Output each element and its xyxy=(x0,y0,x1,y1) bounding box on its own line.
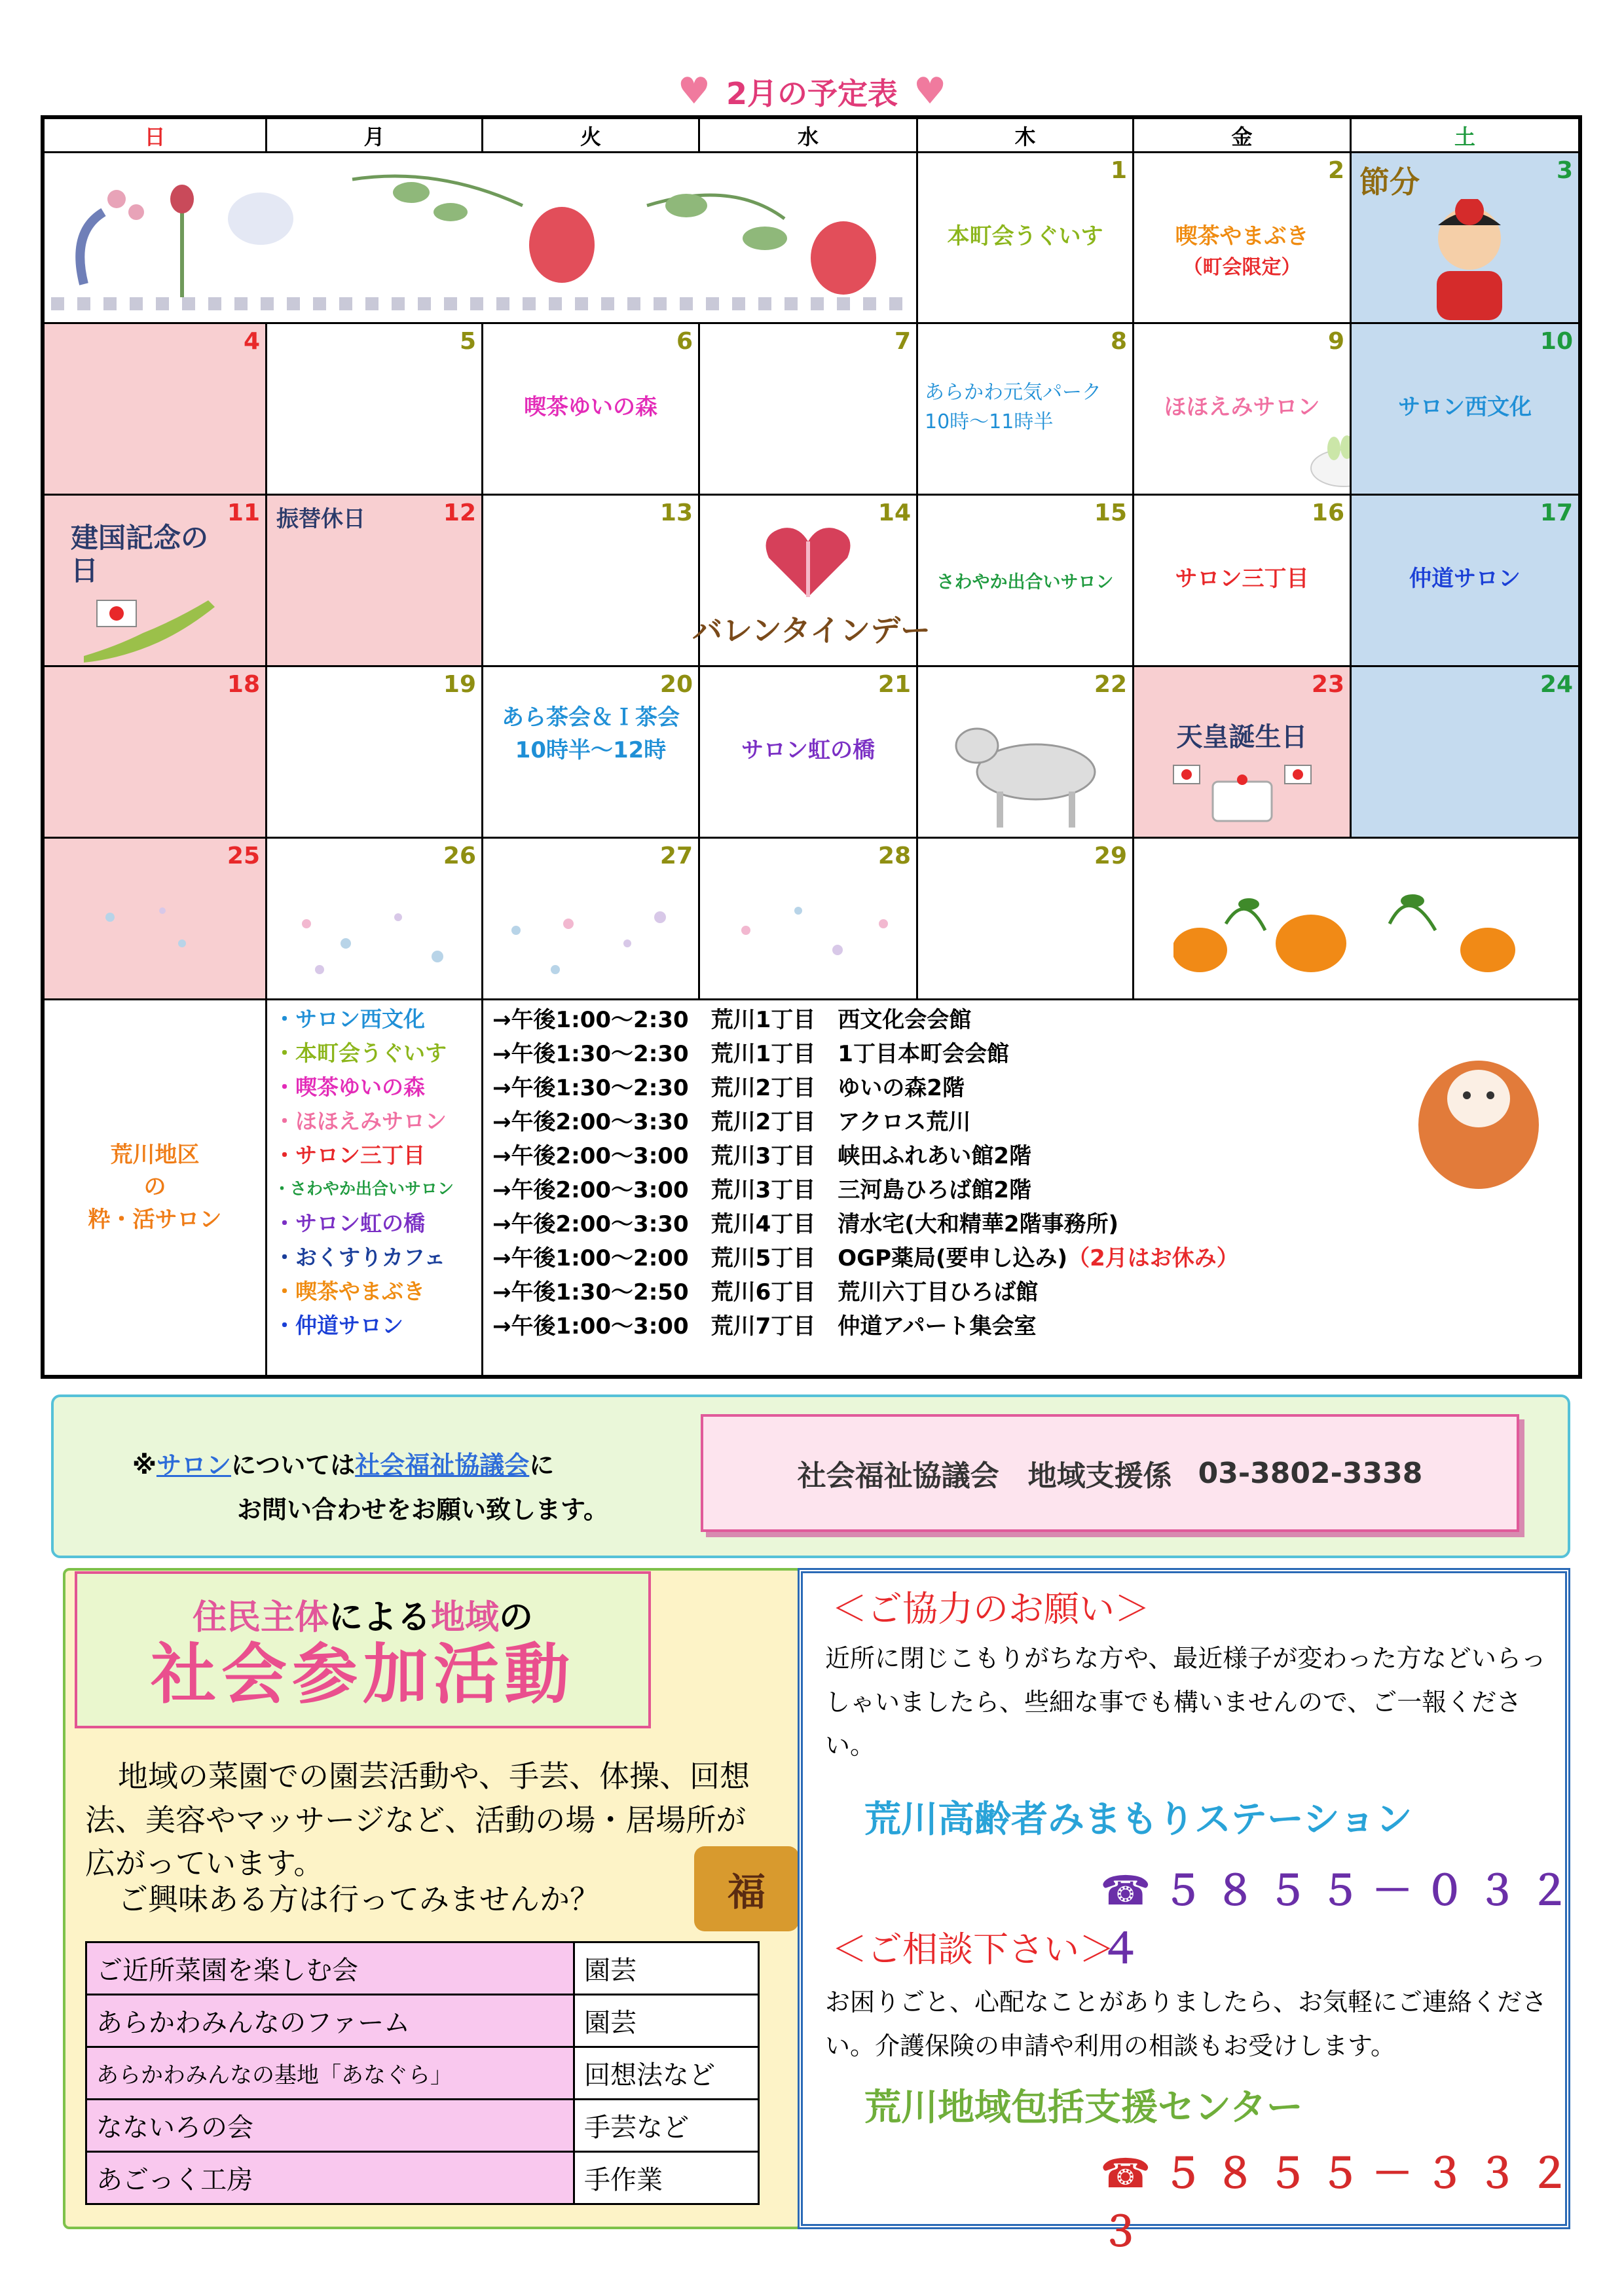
day-number: 23 xyxy=(1311,671,1344,698)
table-row xyxy=(86,2047,759,2100)
event-label: 喫茶やまぶき xyxy=(1175,223,1309,249)
event-label: サロン西文化 xyxy=(1398,394,1532,420)
event-label: 本町会うぐいす xyxy=(947,223,1103,249)
event-label: サロン虹の橋 xyxy=(741,737,875,763)
weekday-fri: 金 xyxy=(1134,119,1352,153)
salon-label-line: 粋・活サロン xyxy=(88,1206,222,1233)
day-number: 14 xyxy=(877,500,911,526)
dots-decoration xyxy=(84,904,228,970)
goat-illustration xyxy=(944,720,1108,831)
activities-subtitle xyxy=(193,1590,533,1639)
activity-category: 回想法など xyxy=(574,2047,759,2100)
decoration-cell xyxy=(1134,839,1578,1000)
heart-icon: ♥ xyxy=(913,70,947,113)
day-cell-29 xyxy=(918,839,1134,1000)
day-cell-15 xyxy=(918,496,1134,667)
setsubun-label: 節分 xyxy=(1359,164,1420,200)
day-cell-10 xyxy=(1352,324,1578,496)
support-center-phone[interactable]: ☎５８５５－３３２３ xyxy=(1100,2149,1582,2255)
japan-map-illustration xyxy=(77,594,221,663)
cooperation-heading: ＜ご協力のお願い＞ xyxy=(832,1588,1150,1630)
day-cell-2 xyxy=(1134,153,1352,324)
notice-text-part: については xyxy=(231,1451,356,1480)
closed-note: （2月はお休み） xyxy=(1067,1245,1239,1271)
day-number: 22 xyxy=(1094,671,1127,698)
weekday-mon: 月 xyxy=(267,119,483,153)
contact-phone[interactable]: 03-3802-3338 xyxy=(1198,1456,1423,1490)
day-cell-25 xyxy=(45,839,267,1000)
day-number: 29 xyxy=(1094,843,1127,869)
day-number: 4 xyxy=(243,328,260,355)
day-number: 15 xyxy=(1094,500,1127,526)
day-number: 6 xyxy=(676,328,693,355)
salon-schedule: →午後2:00～3:30 荒川2丁目 アクロス荒川 xyxy=(492,1108,971,1135)
day-cell-20 xyxy=(483,667,700,839)
event-label: あらかわ元気パーク xyxy=(925,381,1101,404)
mandarin-oranges-illustration xyxy=(1173,878,1540,976)
salon-label-line: の xyxy=(143,1174,166,1201)
day-number: 24 xyxy=(1540,671,1573,698)
table-row xyxy=(86,2100,759,2152)
weekday-sat: 土 xyxy=(1352,119,1578,153)
event-label: 喫茶ゆいの森 xyxy=(524,394,657,420)
valentine-label: バレンタインデー xyxy=(692,613,931,648)
table-row xyxy=(86,1995,759,2047)
salon-schedule-row xyxy=(483,1239,1578,1273)
event-label: 仲道サロン xyxy=(1409,566,1521,592)
setsubun-oni-illustration xyxy=(1424,199,1515,320)
event-label: あら茶会＆Ｉ茶会 xyxy=(502,704,680,731)
notice-line-2: お問い合わせをお願い致します。 xyxy=(237,1495,608,1525)
day-cell-6 xyxy=(483,324,700,496)
flower-strawberry-illustration xyxy=(45,153,918,324)
day-cell-14 xyxy=(692,496,931,667)
heart-icon: ♥ xyxy=(677,70,710,113)
day-cell-28 xyxy=(700,839,918,1000)
mimamori-phone[interactable]: ☎５８５５－０３２４ xyxy=(1100,1867,1582,1973)
kenkoku-label: 建国記念の日 xyxy=(71,522,209,587)
day-cell-8 xyxy=(918,324,1134,496)
salon-schedule: →午後1:00～3:00 荒川7丁目 仲道アパート集会室 xyxy=(492,1313,1037,1339)
salon-schedule: →午後2:00～3:00 荒川3丁目 三河島ひろば館2階 xyxy=(492,1176,1031,1203)
activity-name: なないろの会 xyxy=(86,2100,574,2152)
day-cell-22 xyxy=(918,667,1134,839)
fukumasu-icon: 福 xyxy=(694,1846,799,1931)
notice-text xyxy=(132,1443,608,1533)
day-number: 9 xyxy=(1327,328,1344,355)
day-cell-9 xyxy=(1134,324,1352,496)
council-link[interactable]: 社会福祉協議会 xyxy=(355,1451,530,1480)
consult-text: お困りごと、心配なことがありましたら、お気軽にご連絡ください。介護保険の申請や利用の相談もお受けします。 xyxy=(825,1988,1547,2060)
day-number: 28 xyxy=(877,843,911,869)
dots-decoration xyxy=(496,904,686,989)
salon-name: ・サロン三丁目 xyxy=(274,1142,425,1168)
day-cell-1 xyxy=(918,153,1134,324)
day-cell-18 xyxy=(45,667,267,839)
day-cell-11 xyxy=(45,496,267,667)
dots-decoration xyxy=(713,898,903,983)
subtitle-part: 地域 xyxy=(431,1597,500,1637)
day-cell-24 xyxy=(1352,667,1578,839)
day-number: 19 xyxy=(443,671,476,698)
cooperation-text: 近所に閉じこもりがちな方や、最近様子が変わった方などいらっしゃいましたら、些細な事でも構いませんので、ご一報ください。 xyxy=(825,1644,1546,1760)
subtitle-part: 住民主体 xyxy=(192,1597,329,1637)
contact-org: 社会福祉協議会 地域支援係 xyxy=(797,1459,1172,1493)
event-label: ほほえみサロン xyxy=(1164,394,1320,420)
support-center-name: 荒川地域包括支援センター xyxy=(864,2086,1303,2129)
event-label: サロン三丁目 xyxy=(1175,566,1309,592)
activity-category: 手作業 xyxy=(574,2152,759,2204)
decoration-cell xyxy=(45,153,918,324)
day-number: 1 xyxy=(1110,157,1127,184)
day-cell-16 xyxy=(1134,496,1352,667)
salon-name: ・喫茶やまぶき xyxy=(274,1278,425,1304)
holiday-label: 振替休日 xyxy=(276,506,365,532)
daruma-illustration xyxy=(1413,1033,1544,1190)
day-number: 16 xyxy=(1311,500,1344,526)
day-cell-26 xyxy=(267,839,483,1000)
event-time: 10時～11時半 xyxy=(925,410,1054,433)
notice-mark: ※ xyxy=(132,1451,157,1480)
event-time: 10時半～12時 xyxy=(515,737,667,763)
title-text: 2月の予定表 xyxy=(726,76,898,111)
day-number: 10 xyxy=(1540,328,1573,355)
table-row xyxy=(86,2152,759,2204)
salon-name: ・本町会うぐいす xyxy=(274,1040,447,1066)
salon-name-list xyxy=(267,1000,483,1375)
day-number: 2 xyxy=(1327,157,1344,184)
salon-schedule: →午後1:30～2:30 荒川2丁目 ゆいの森2階 xyxy=(492,1074,965,1101)
day-cell-27 xyxy=(483,839,700,1000)
salon-schedule: →午後2:00～3:00 荒川3丁目 峡田ふれあい館2階 xyxy=(492,1142,1031,1169)
calendar-table xyxy=(41,115,1582,1379)
salon-schedule: →午後1:30～2:50 荒川6丁目 荒川六丁目ひろば館 xyxy=(492,1279,1039,1305)
salon-schedule-list xyxy=(483,1000,1578,1375)
mimamori-station-name: 荒川高齢者みまもりステーション xyxy=(864,1798,1412,1841)
weekday-wed: 水 xyxy=(700,119,918,153)
subtitle-part: による xyxy=(328,1597,431,1637)
day-number: 18 xyxy=(227,671,260,698)
salon-schedule: →午後2:00～3:30 荒川4丁目 清水宅(大和精華2階事務所) xyxy=(492,1211,1119,1237)
day-cell-23 xyxy=(1134,667,1352,839)
dots-decoration xyxy=(280,904,470,989)
day-number: 20 xyxy=(659,671,693,698)
birthday-cake-illustration xyxy=(1170,759,1314,831)
salon-name: ・ほほえみサロン xyxy=(274,1108,447,1134)
day-cell-4 xyxy=(45,324,267,496)
day-number: 3 xyxy=(1556,157,1573,184)
salon-name: ・サロン虹の橋 xyxy=(274,1210,425,1236)
day-cell-13 xyxy=(483,496,700,667)
weekday-tue: 火 xyxy=(483,119,700,153)
day-number: 21 xyxy=(877,671,911,698)
activities-invite: ご興味ある方は行ってみませんか？ xyxy=(118,1882,600,1917)
salon-name: ・さわやか出合いサロン xyxy=(274,1179,454,1198)
day-number: 5 xyxy=(459,328,476,355)
day-number: 11 xyxy=(227,500,260,526)
activity-name: あらかわみんなの基地「あなぐら」 xyxy=(86,2047,574,2100)
activities-description: 地域の菜園での園芸活動や、手芸、体操、回想法、美容やマッサージなど、活動の場・居場所が広がっています。 xyxy=(85,1758,750,1882)
contact-box xyxy=(701,1414,1519,1532)
day-cell-5 xyxy=(267,324,483,496)
activity-name: あごっく工房 xyxy=(86,2152,574,2204)
salon-name: ・喫茶ゆいの森 xyxy=(274,1074,425,1100)
activity-category: 園芸 xyxy=(574,1995,759,2047)
activities-table xyxy=(85,1941,760,2205)
table-row xyxy=(86,1942,759,1995)
activities-title: 社会参加活動 xyxy=(151,1635,575,1713)
day-number: 12 xyxy=(443,500,476,526)
emperor-birthday-label: 天皇誕生日 xyxy=(1176,722,1308,752)
salon-name: ・おくすりカフェ xyxy=(274,1244,446,1270)
subtitle-part: の xyxy=(499,1597,534,1637)
activity-name: ご近所菜園を楽しむ会 xyxy=(86,1942,574,1995)
day-cell-17 xyxy=(1352,496,1578,667)
day-number: 13 xyxy=(659,500,693,526)
activity-name: あらかわみんなのファーム xyxy=(86,1995,574,2047)
calendar-title xyxy=(629,65,995,118)
day-number: 8 xyxy=(1110,328,1127,355)
weekday-thu: 木 xyxy=(918,119,1134,153)
consult-heading: ＜ご相談下さい＞ xyxy=(832,1929,1115,1970)
salon-label-line: 荒川地区 xyxy=(110,1142,200,1169)
event-note: （町会限定） xyxy=(1183,256,1301,279)
salon-link[interactable]: サロン xyxy=(156,1451,231,1480)
weekday-sun: 日 xyxy=(45,119,267,153)
day-number: 17 xyxy=(1540,500,1573,526)
day-cell-7 xyxy=(700,324,918,496)
salon-schedule: →午後1:30～2:30 荒川1丁目 1丁目本町会会館 xyxy=(492,1040,1009,1067)
salon-name: ・サロン西文化 xyxy=(274,1006,425,1032)
snow-rabbit-illustration xyxy=(1308,435,1352,488)
day-number: 26 xyxy=(443,843,476,869)
salon-schedule: →午後1:00～2:00 荒川5丁目 OGP薬局(要申し込み) xyxy=(492,1245,1068,1271)
salon-section-label xyxy=(45,1000,267,1375)
heart-gift-icon xyxy=(762,522,854,600)
day-cell-3 xyxy=(1352,153,1578,324)
day-number: 7 xyxy=(894,328,911,355)
activity-category: 手芸など xyxy=(574,2100,759,2152)
event-label: さわやか出合いサロン xyxy=(936,572,1114,592)
salon-name: ・仲道サロン xyxy=(274,1312,403,1338)
day-cell-21 xyxy=(700,667,918,839)
day-number: 25 xyxy=(227,843,260,869)
day-cell-12 xyxy=(267,496,483,667)
day-cell-19 xyxy=(267,667,483,839)
notice-text-part: に xyxy=(529,1451,555,1480)
day-number: 27 xyxy=(659,843,693,869)
activity-category: 園芸 xyxy=(574,1942,759,1995)
salon-schedule: →午後1:00～2:30 荒川1丁目 西文化会会館 xyxy=(492,1006,972,1033)
activities-heading xyxy=(75,1571,651,1728)
